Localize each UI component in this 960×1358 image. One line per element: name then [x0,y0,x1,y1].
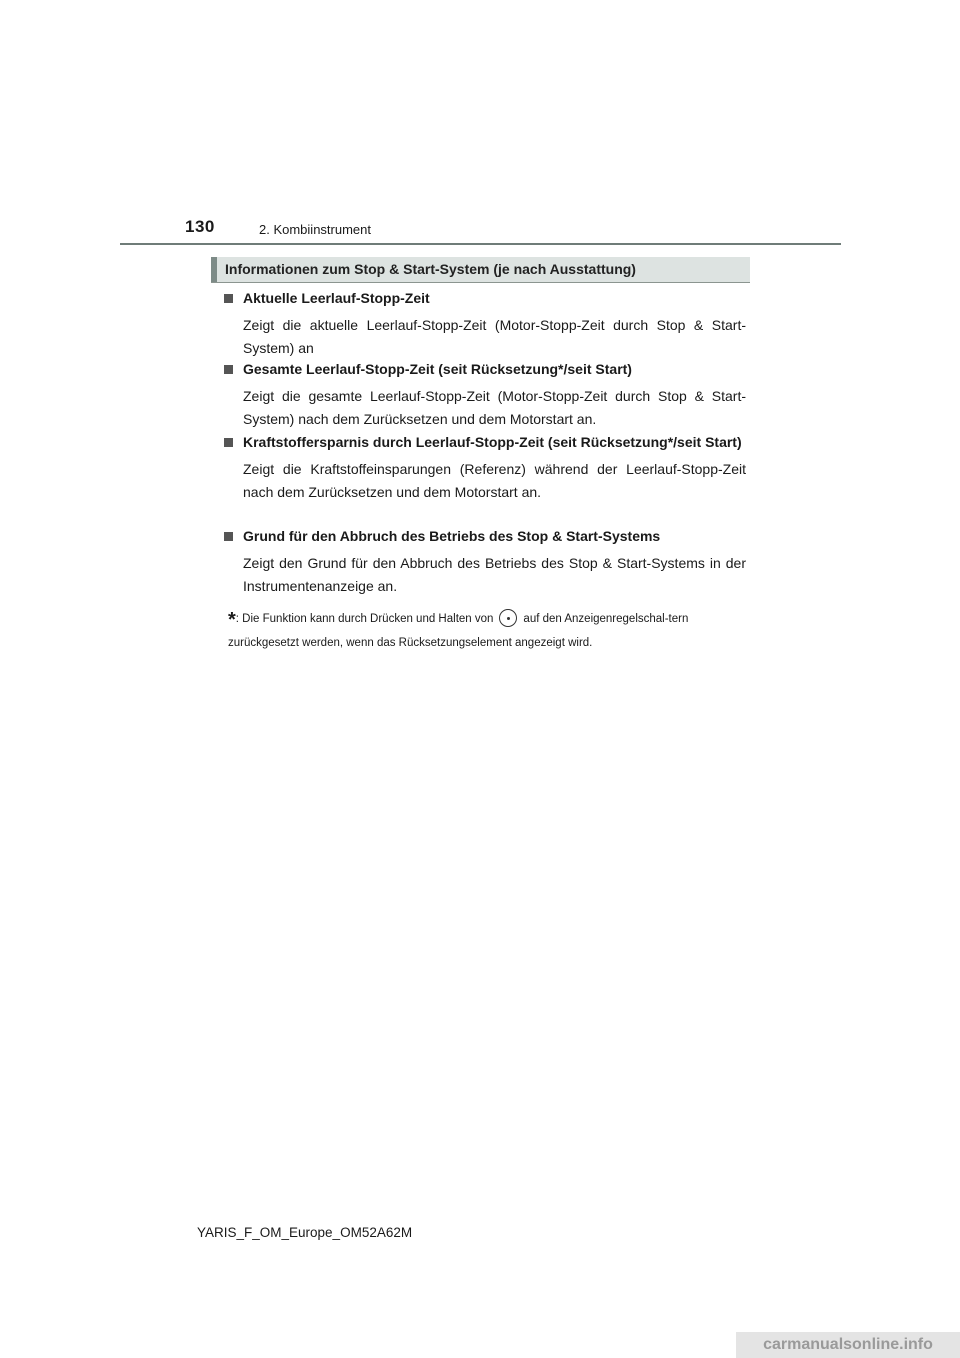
item-title: Grund für den Abbruch des Betriebs des Stop & Start-Systems [224,525,746,548]
chapter-title: 2. Kombiinstrument [259,222,371,237]
footnote-text-after: auf den Anzeigenregelschal-tern zurückgesetzt werden, wenn das Rücksetzungselement angezeigt wird. [228,613,689,649]
section-heading-bar [211,257,217,282]
document-code: YARIS_F_OM_Europe_OM52A62M [197,1225,413,1240]
list-item [224,431,746,504]
page-number: 130 [185,217,215,236]
dial-center-button-icon [499,609,517,627]
bullet-square-icon [224,365,233,374]
item-title: Gesamte Leerlauf-Stopp-Zeit (seit Rücksetzung*/seit Start) [224,358,746,381]
list-item [224,287,746,360]
item-description: Zeigt die aktuelle Leerlauf-Stopp-Zeit (Motor-Stopp-Zeit durch Stop & Start-System) an [243,317,746,356]
section-heading [211,257,750,283]
item-description: Zeigt die Kraftstoffeinsparungen (Referenz) während der Leerlauf-Stopp-Zeit nach dem Zurücksetzen und dem Motorstart an. [243,461,746,500]
section-heading-text: Informationen zum Stop & Start-System (je nach Ausstattung) [225,261,636,277]
item-description: Zeigt den Grund für den Abbruch des Betriebs des Stop & Start-Systems in der Instrumentenanzeige an. [243,555,746,594]
item-title: Aktuelle Leerlauf-Stopp-Zeit [224,287,746,310]
bullet-square-icon [224,438,233,447]
bullet-square-icon [224,532,233,541]
header-rule [120,243,841,245]
item-description: Zeigt die gesamte Leerlauf-Stopp-Zeit (Motor-Stopp-Zeit durch Stop & Start-System) nach dem Zurücksetzen und dem Motorstart an. [243,388,746,427]
bullet-square-icon [224,294,233,303]
footnote-text-before: : Die Funktion kann durch Drücken und Halten von [235,613,494,625]
footnote [228,608,746,655]
item-title: Kraftstoffersparnis durch Leerlauf-Stopp-Zeit (seit Rücksetzung*/seit Start) [224,431,746,454]
list-item [224,525,746,598]
footnote-marker: * [228,609,236,631]
list-item [224,358,746,431]
watermark: carmanualsonline.info [736,1332,960,1358]
